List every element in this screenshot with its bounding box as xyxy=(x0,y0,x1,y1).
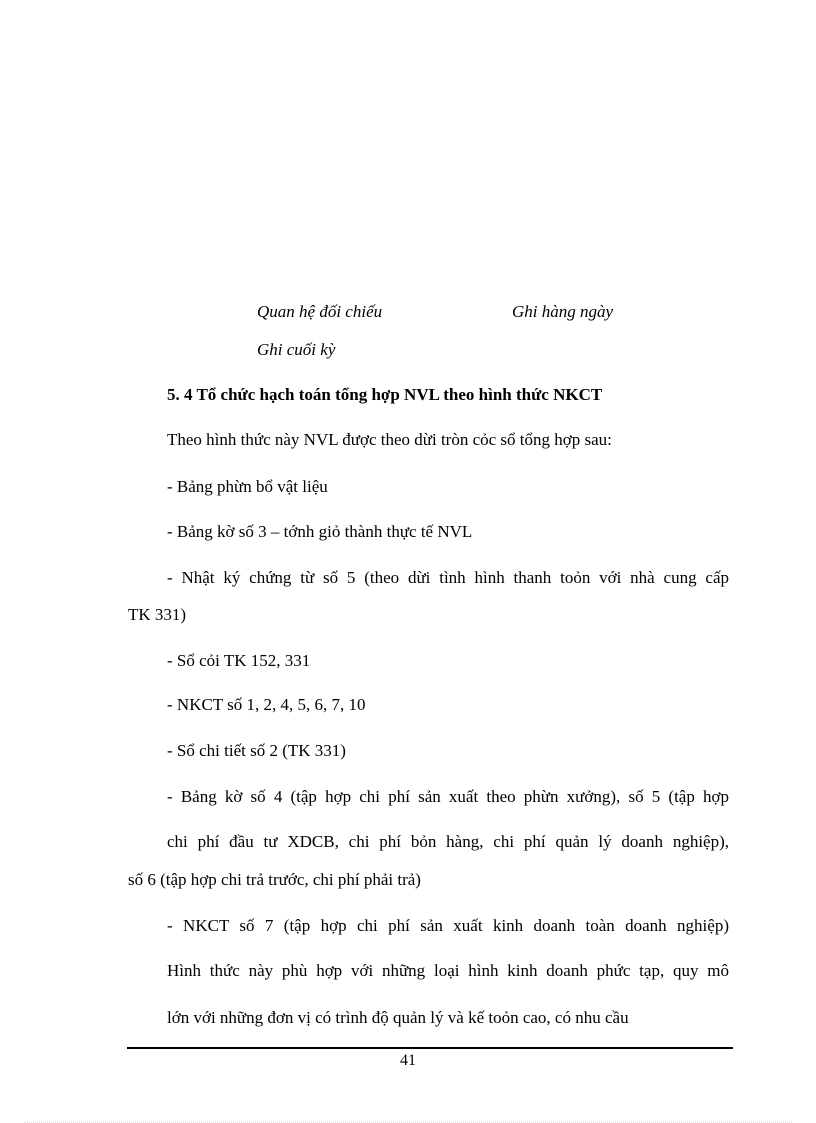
list-item-continuation: số 6 (tập hợp chi trả trước, chi phí phải trả) xyxy=(128,870,421,889)
page-number: 41 xyxy=(400,1052,416,1069)
footer-rule xyxy=(127,1047,733,1049)
list-item: - Sổ chi tiết số 2 (TK 331) xyxy=(167,741,346,760)
closing-line: Hình thức này phù hợp với những loại hình kinh doanh phức tạp, quy mô xyxy=(167,961,729,980)
list-item-continuation: TK 331) xyxy=(128,605,187,624)
list-item: - NKCT số 7 (tập hợp chi phí sản xuất kinh doanh toàn doanh nghiệp) xyxy=(167,916,729,935)
list-item-continuation: chi phí đầu tư XDCB, chi phí bỏn hàng, chi phí quản lý doanh nghiệp), xyxy=(167,832,729,851)
list-item: - NKCT số 1, 2, 4, 5, 6, 7, 10 xyxy=(167,695,366,714)
legend-comparison: Quan hệ đối chiếu xyxy=(257,302,383,321)
legend-period-end: Ghi cuối kỳ xyxy=(257,340,336,359)
list-item: - Bảng phừn bổ vật liệu xyxy=(167,477,328,496)
list-item: - Sổ cỏi TK 152, 331 xyxy=(167,651,311,670)
list-item: - Nhật ký chứng từ số 5 (theo dừi tình hình thanh toỏn với nhà cung cấp xyxy=(167,568,729,587)
list-item: - Bảng kờ số 4 (tập hợp chi phí sản xuất theo phừn xưởng), số 5 (tập hợp xyxy=(167,787,729,806)
section-heading: 5. 4 Tổ chức hạch toán tổng hợp NVL theo hình thức NKCT xyxy=(167,385,603,404)
legend-daily: Ghi hàng ngày xyxy=(512,302,614,321)
section-intro: Theo hình thức này NVL được theo dừi tròn cỏc sổ tổng hợp sau: xyxy=(167,430,612,449)
list-item: - Bảng kờ số 3 – tớnh giỏ thành thực tế NVL xyxy=(167,522,473,541)
closing-line: lớn với những đơn vị có trình độ quản lý và kế toỏn cao, có nhu cầu xyxy=(167,1008,629,1027)
